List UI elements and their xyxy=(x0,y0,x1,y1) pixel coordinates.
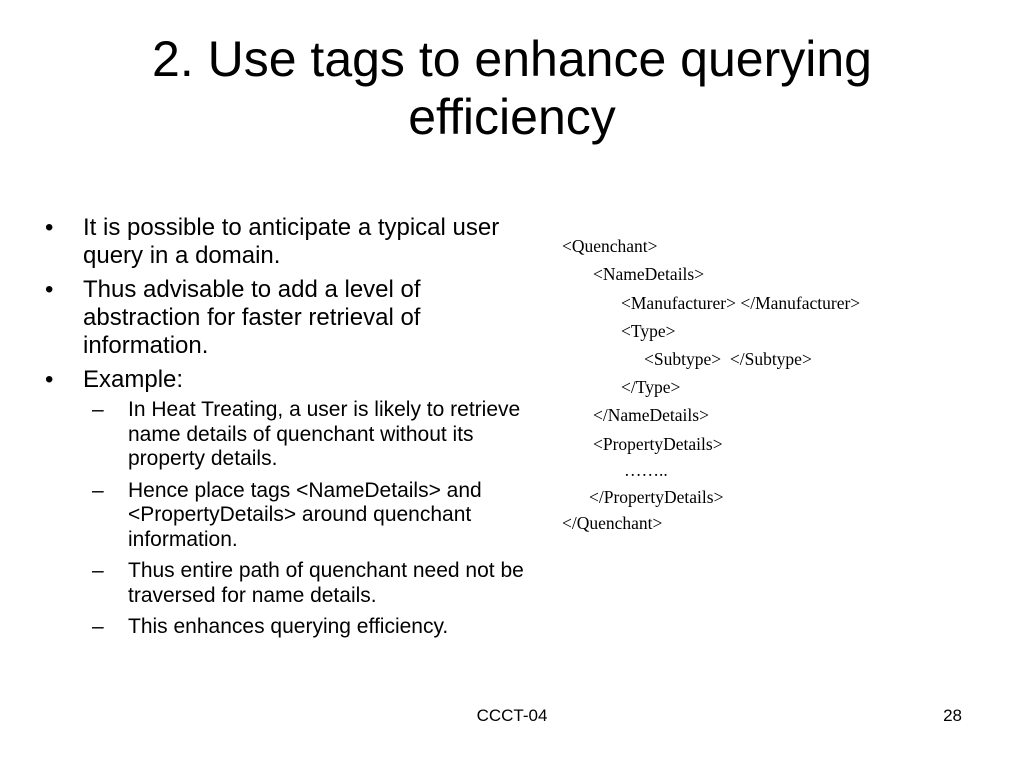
bullet-item xyxy=(40,366,540,640)
sub-bullet-item xyxy=(40,398,540,472)
xml-line: </Quenchant> xyxy=(562,513,663,533)
bullet-item xyxy=(40,276,540,360)
bullet-list xyxy=(40,214,540,647)
sub-bullet-text: This enhances querying efficiency. xyxy=(128,615,449,638)
xml-line: <Manufacturer> </Manufacturer> xyxy=(621,293,861,313)
footer-label: CCCT-04 xyxy=(476,706,548,725)
sub-bullet-item xyxy=(40,479,540,553)
xml-line: </PropertyDetails> xyxy=(589,487,724,507)
sub-bullet-marker: – xyxy=(92,398,104,421)
sub-bullet-marker: – xyxy=(92,478,104,502)
page-number: 28 xyxy=(943,706,962,725)
xml-line: </Type> xyxy=(621,377,681,397)
sub-bullet-marker: – xyxy=(92,559,104,582)
xml-line: <Quenchant> xyxy=(562,236,658,256)
sub-bullet-list xyxy=(40,398,540,640)
sub-bullet-item xyxy=(40,559,540,608)
bullet-text: Thus advisable to add a level of abstraction for faster retrieval of information. xyxy=(83,276,421,359)
sub-bullet-text: In Heat Treating, a user is likely to retrieve name details of quenchant without its property details. xyxy=(128,398,521,470)
bullet-marker: • xyxy=(45,276,54,303)
bullet-marker: • xyxy=(45,366,54,393)
sub-bullet-item xyxy=(40,615,540,640)
xml-line: <NameDetails> xyxy=(593,264,705,284)
bullet-item xyxy=(40,214,540,270)
xml-line: </NameDetails> xyxy=(593,405,709,425)
sub-bullet-marker: – xyxy=(92,615,104,638)
xml-line: <Type> xyxy=(621,321,676,341)
bullet-marker: • xyxy=(45,214,54,241)
sub-bullet-text: Thus entire path of quenchant need not be traversed for name details. xyxy=(128,559,524,607)
bullet-text: Example: xyxy=(83,366,184,393)
xml-line: …….. xyxy=(624,460,668,480)
bullet-text: It is possible to anticipate a typical user query in a domain. xyxy=(83,214,500,269)
xml-line: <Subtype> </Subtype> xyxy=(644,349,812,369)
xml-line: <PropertyDetails> xyxy=(593,434,723,454)
slide-title: 2. Use tags to enhance querying efficiency xyxy=(152,31,872,145)
sub-bullet-text: Hence place tags <NameDetails> and <PropertyDetails> around quenchant information. xyxy=(128,478,482,551)
